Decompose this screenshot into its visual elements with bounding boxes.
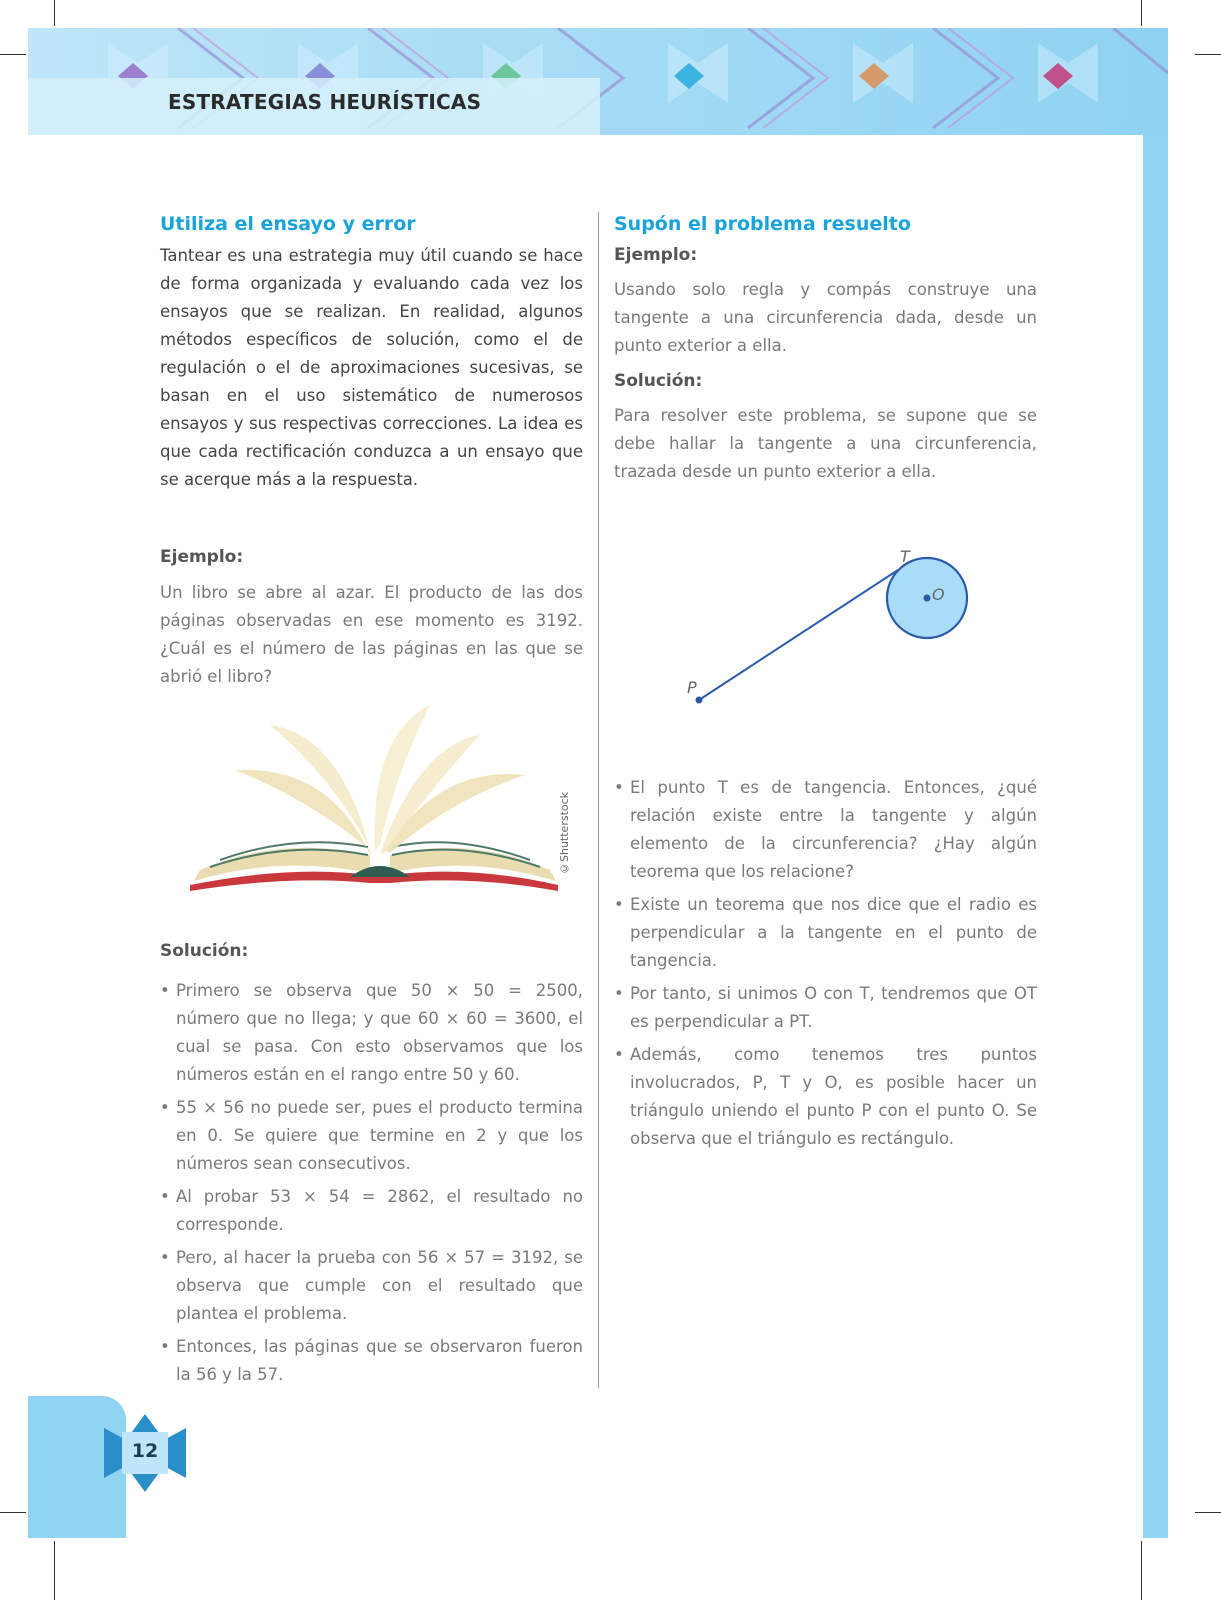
image-credit: ©Shutterstock <box>558 791 571 875</box>
example-label: Ejemplo: <box>160 547 244 567</box>
tangent-line <box>699 570 898 700</box>
solution-label: Solución: <box>160 941 249 961</box>
crop-mark <box>1195 1512 1221 1513</box>
bullet-glyph: • <box>614 1045 624 1064</box>
bullet-glyph: • <box>160 1098 170 1117</box>
example-label: Ejemplo: <box>614 245 698 265</box>
solution-list <box>160 977 583 1389</box>
point-O <box>924 595 931 602</box>
right-column <box>614 210 1037 486</box>
list-item: • Además, como tenemos tres puntos involucrados, P, T y O, es posible hacer un triángulo uniendo el punto P con el punto O. Se observa que el triángulo es rectángulo. <box>614 1041 1037 1153</box>
intro-paragraph: Tantear es una estrategia muy útil cuando se hace de forma organizada y evaluando cada vez los ensayos que se realizan. En realidad, algunos métodos específicos de solución, como el de regulación o el de aproximaciones sucesivas, se basan en el uso sistemático de numerosos ensayos y sus respectivas correcciones. La idea es que cada rectificación conduzca a un ensayo que se acerque más a la respuesta. <box>160 246 583 489</box>
list-item: • Al probar 53 × 54 = 2862, el resultado no corresponde. <box>160 1183 583 1239</box>
bullet-glyph: • <box>160 981 170 1000</box>
point-P <box>696 697 703 704</box>
bullet-glyph: • <box>160 1187 170 1206</box>
crop-mark <box>54 0 55 26</box>
list-item: • Pero, al hacer la prueba con 56 × 57 = 3192, se observa que cumple con el resultado que plantea el problema. <box>160 1244 583 1328</box>
left-column <box>160 210 583 691</box>
bullet-glyph: • <box>614 778 624 797</box>
solution-label: Solución: <box>614 371 703 391</box>
list-item: • Entonces, las páginas que se observaron fueron la 56 y la 57. <box>160 1333 583 1389</box>
list-item: • Por tanto, si unimos O con T, tendremos que OT es perpendicular a PT. <box>614 980 1037 1036</box>
crop-mark <box>54 1541 55 1600</box>
right-bullets <box>614 774 1037 1158</box>
crop-mark <box>1141 0 1142 26</box>
label-T: T <box>900 547 910 566</box>
column-divider <box>598 212 599 1388</box>
explanation-list <box>614 774 1037 1153</box>
list-item: • 55 × 56 no puede ser, pues el producto termina en 0. Se quiere que termine en 2 y que los números sean consecutivos. <box>160 1094 583 1178</box>
bullet-glyph: • <box>160 1337 170 1356</box>
list-item: • Existe un teorema que nos dice que el radio es perpendicular a la tangente en el punto de tangencia. <box>614 891 1037 975</box>
page-title: ESTRATEGIAS HEURÍSTICAS <box>168 90 482 114</box>
open-book-illustration <box>180 705 565 895</box>
left-solution <box>160 938 583 1394</box>
tangent-figure <box>670 540 990 720</box>
label-P: P <box>687 678 697 697</box>
bullet-glyph: • <box>614 895 624 914</box>
section-heading: Supón el problema resuelto <box>614 213 911 235</box>
list-item: • El punto T es de tangencia. Entonces, ¿qué relación existe entre la tangente y algún elemento de la circunferencia? ¿Hay algún teorema que los relacione? <box>614 774 1037 886</box>
crop-mark <box>1195 54 1221 55</box>
label-O: O <box>932 585 945 604</box>
crop-mark <box>1141 1541 1142 1600</box>
crop-mark <box>0 1512 26 1513</box>
list-item: • Primero se observa que 50 × 50 = 2500, número que no llega; y que 60 × 60 = 3600, el cual se pasa. Con esto observamos que los números están en el rango entre 50 y 60. <box>160 977 583 1089</box>
bullet-glyph: • <box>614 984 624 1003</box>
crop-mark <box>0 54 26 55</box>
section-heading: Utiliza el ensayo y error <box>160 213 416 235</box>
example-text: Usando solo regla y compás construye una tangente a una circunferencia dada, desde un punto exterior a ella. <box>614 280 1037 355</box>
bullet-glyph: • <box>160 1248 170 1267</box>
side-strip <box>1143 135 1168 1538</box>
solution-text: Para resolver este problema, se supone que se debe hallar la tangente a una circunferencia, trazada desde un punto exterior a ella. <box>614 406 1037 481</box>
example-text: Un libro se abre al azar. El producto de las dos páginas observadas en ese momento es 3192. ¿Cuál es el número de las páginas en las que se abrió el libro? <box>160 583 583 686</box>
page-number: 12 <box>131 1440 159 1462</box>
